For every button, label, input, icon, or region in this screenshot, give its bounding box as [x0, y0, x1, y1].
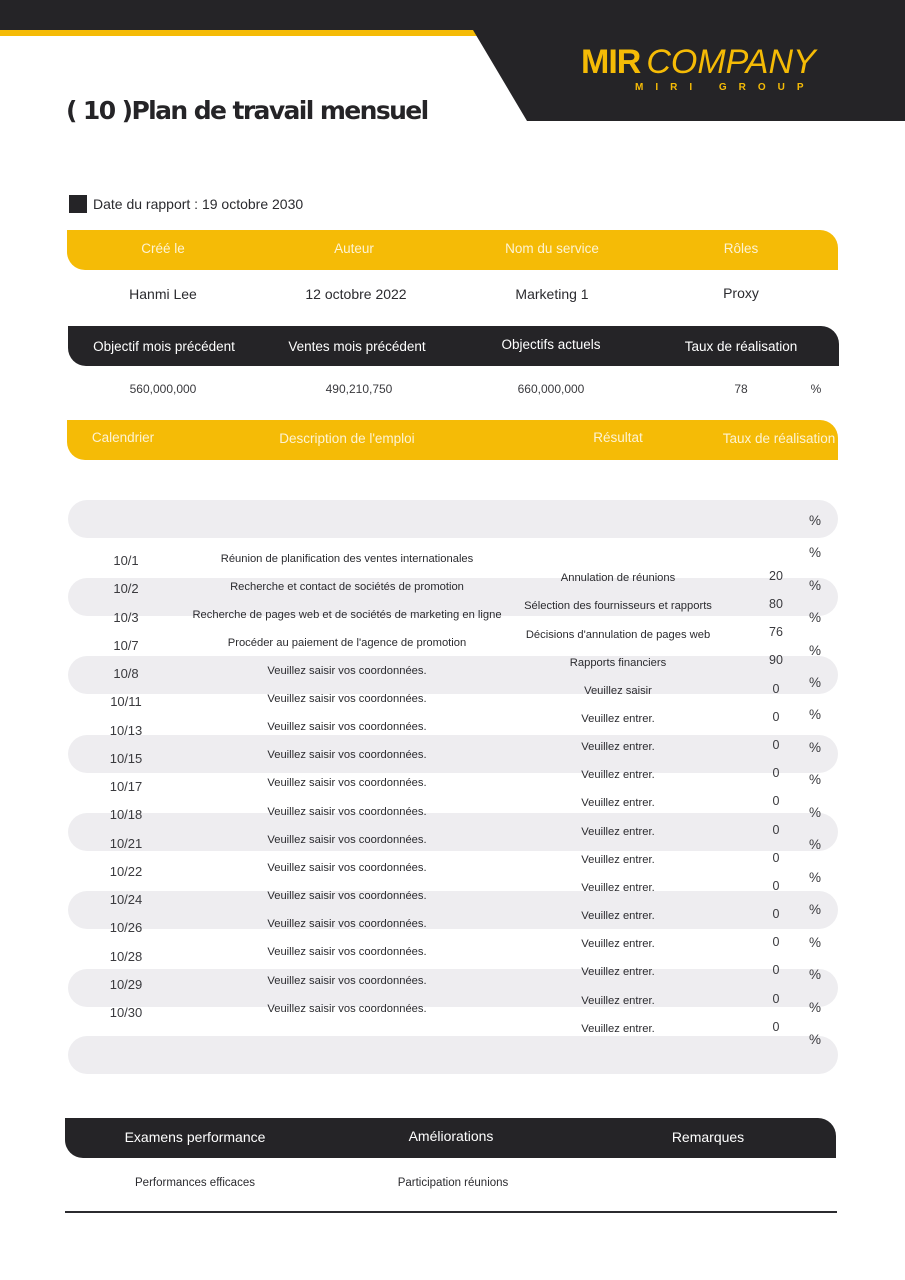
row-date: 10/30: [109, 1005, 143, 1020]
percent-sign: %: [808, 870, 821, 885]
row-date: 10/21: [109, 836, 143, 851]
row-date: 10/1: [113, 553, 139, 568]
header-schedule-rate: Taux de réalisation: [722, 431, 836, 446]
current-goals-value: 660,000,000: [517, 382, 585, 396]
header-job-description: Description de l'emploi: [279, 431, 415, 446]
row-rate: 0: [772, 682, 780, 696]
header-calendar: Calendrier: [91, 430, 155, 445]
percent-sign: %: [808, 545, 821, 560]
row-result: Veuillez entrer.: [581, 938, 655, 950]
header-roles: Rôles: [723, 241, 759, 256]
square-bullet-icon: [69, 195, 87, 213]
row-date: 10/18: [109, 807, 143, 822]
row-result: Veuillez entrer.: [581, 713, 655, 725]
header-result: Résultat: [593, 430, 643, 445]
row-description: Veuillez saisir vos coordonnées.: [267, 721, 427, 733]
row-date: 10/8: [113, 666, 139, 681]
percent-sign: %: [808, 578, 821, 593]
row-date: 10/13: [109, 723, 143, 738]
row-date: 10/22: [109, 864, 143, 879]
row-description: Veuillez saisir vos coordonnées.: [267, 749, 427, 761]
row-rate: 0: [772, 1020, 780, 1034]
row-description: Procéder au paiement de l'agence de promotion: [227, 637, 467, 649]
header-prev-goal: Objectif mois précédent: [93, 339, 235, 354]
info-created-value: Hanmi Lee: [129, 286, 197, 302]
row-result: Sélection des fournisseurs et rapports: [524, 600, 712, 612]
percent-sign: %: [808, 610, 821, 625]
percent-sign: %: [808, 1032, 821, 1047]
row-rate: 0: [772, 935, 780, 949]
row-result: Veuillez entrer.: [581, 797, 655, 809]
header-author: Auteur: [334, 241, 374, 256]
row-result: Annulation de réunions: [560, 572, 676, 584]
row-description: Veuillez saisir vos coordonnées.: [267, 693, 427, 705]
row-result: Veuillez entrer.: [581, 966, 655, 978]
report-date-text: Date du rapport : 19 octobre 2030: [93, 196, 304, 212]
row-description: Veuillez saisir vos coordonnées.: [267, 975, 427, 987]
row-result: Veuillez entrer.: [581, 741, 655, 753]
page-title: ( 10 )Plan de travail mensuel: [66, 96, 428, 125]
row-date: 10/15: [109, 751, 143, 766]
info-service-value: Marketing 1: [515, 286, 589, 302]
header-current-goals: Objectifs actuels: [501, 337, 601, 352]
footer-divider: [65, 1211, 837, 1213]
row-date: 10/26: [109, 920, 143, 935]
percent-sign: %: [808, 643, 821, 658]
logo-tagline: MIRI GROUP: [635, 82, 816, 93]
row-date: 10/3: [113, 610, 139, 625]
percent-sign: %: [808, 1000, 821, 1015]
header-top-bar: [0, 0, 905, 30]
row-rate: 0: [772, 823, 780, 837]
row-band: [68, 500, 838, 538]
header-accent-stripe: [0, 30, 480, 36]
row-result: Veuillez entrer.: [581, 995, 655, 1007]
percent-sign: %: [808, 967, 821, 982]
review-table-header: [65, 1118, 836, 1158]
row-rate: 0: [772, 963, 780, 977]
row-result: Décisions d'annulation de pages web: [525, 629, 711, 641]
prev-sales-value: 490,210,750: [325, 382, 393, 396]
header-remarks: Remarques: [671, 1129, 745, 1145]
row-description: Veuillez saisir vos coordonnées.: [267, 777, 427, 789]
percent-sign: %: [808, 740, 821, 755]
row-description: Veuillez saisir vos coordonnées.: [267, 665, 427, 677]
header-prev-sales: Ventes mois précédent: [288, 339, 426, 354]
goals-table-header: [68, 326, 839, 366]
company-logo: [581, 36, 841, 98]
row-rate: 76: [769, 625, 783, 639]
row-rate: 0: [772, 907, 780, 921]
row-result: Veuillez entrer.: [581, 1023, 655, 1035]
improvements-value: Participation réunions: [397, 1177, 509, 1189]
row-date: 10/24: [109, 892, 143, 907]
header-service: Nom du service: [505, 241, 599, 256]
row-rate: 0: [772, 794, 780, 808]
header-improvements: Améliorations: [408, 1128, 494, 1144]
row-date: 10/17: [109, 779, 143, 794]
header-completion-rate: Taux de réalisation: [684, 339, 798, 354]
schedule-table-header: [67, 420, 838, 460]
report-date: [69, 195, 303, 213]
percent-sign: %: [808, 837, 821, 852]
prev-goal-value: 560,000,000: [129, 382, 197, 396]
percent-sign: %: [808, 707, 821, 722]
info-table-header: [67, 230, 838, 270]
row-rate: 0: [772, 738, 780, 752]
row-result: Veuillez saisir: [584, 685, 652, 697]
row-description: Recherche de pages web et de sociétés de marketing en ligne: [192, 609, 502, 621]
percent-sign: %: [808, 805, 821, 820]
percent-sign: %: [808, 513, 821, 528]
row-description: Recherche et contact de sociétés de promotion: [230, 581, 464, 593]
row-result: Veuillez entrer.: [581, 769, 655, 781]
row-result: Veuillez entrer.: [581, 910, 655, 922]
logo-mark: MIR: [581, 43, 641, 81]
performance-review-value: Performances efficaces: [135, 1177, 255, 1189]
row-description: Réunion de planification des ventes internationales: [220, 553, 474, 565]
row-rate: 0: [772, 766, 780, 780]
row-description: Veuillez saisir vos coordonnées.: [267, 890, 427, 902]
row-description: Veuillez saisir vos coordonnées.: [267, 834, 427, 846]
row-description: Veuillez saisir vos coordonnées.: [267, 1003, 427, 1015]
completion-rate-value: 78: [734, 382, 748, 396]
row-date: 10/29: [109, 977, 143, 992]
row-rate: 0: [772, 710, 780, 724]
row-result: Veuillez entrer.: [581, 826, 655, 838]
row-result: Veuillez entrer.: [581, 854, 655, 866]
row-result: Veuillez entrer.: [581, 882, 655, 894]
row-band: [68, 1036, 838, 1074]
info-author-value: 12 octobre 2022: [305, 286, 407, 302]
row-description: Veuillez saisir vos coordonnées.: [267, 806, 427, 818]
row-rate: 20: [769, 569, 783, 583]
logo-wordmark: COMPANY: [646, 43, 816, 81]
percent-sign: %: [808, 675, 821, 690]
row-description: Veuillez saisir vos coordonnées.: [267, 918, 427, 930]
row-description: Veuillez saisir vos coordonnées.: [267, 946, 427, 958]
row-description: Veuillez saisir vos coordonnées.: [267, 862, 427, 874]
row-rate: 0: [772, 992, 780, 1006]
row-result: Rapports financiers: [569, 657, 667, 669]
row-rate: 90: [769, 653, 783, 667]
header-created: Créé le: [141, 241, 185, 256]
info-roles-value: Proxy: [723, 285, 759, 301]
header-performance-review: Examens performance: [124, 1129, 266, 1145]
row-rate: 0: [772, 851, 780, 865]
row-rate: 0: [772, 879, 780, 893]
row-date: 10/7: [113, 638, 139, 653]
row-date: 10/2: [113, 581, 139, 596]
row-date: 10/11: [110, 694, 142, 709]
percent-sign: %: [808, 935, 821, 950]
row-rate: 80: [769, 597, 783, 611]
percent-sign: %: [808, 772, 821, 787]
row-date: 10/28: [109, 949, 143, 964]
percent-sign: %: [808, 902, 821, 917]
completion-rate-percent: %: [810, 382, 822, 396]
